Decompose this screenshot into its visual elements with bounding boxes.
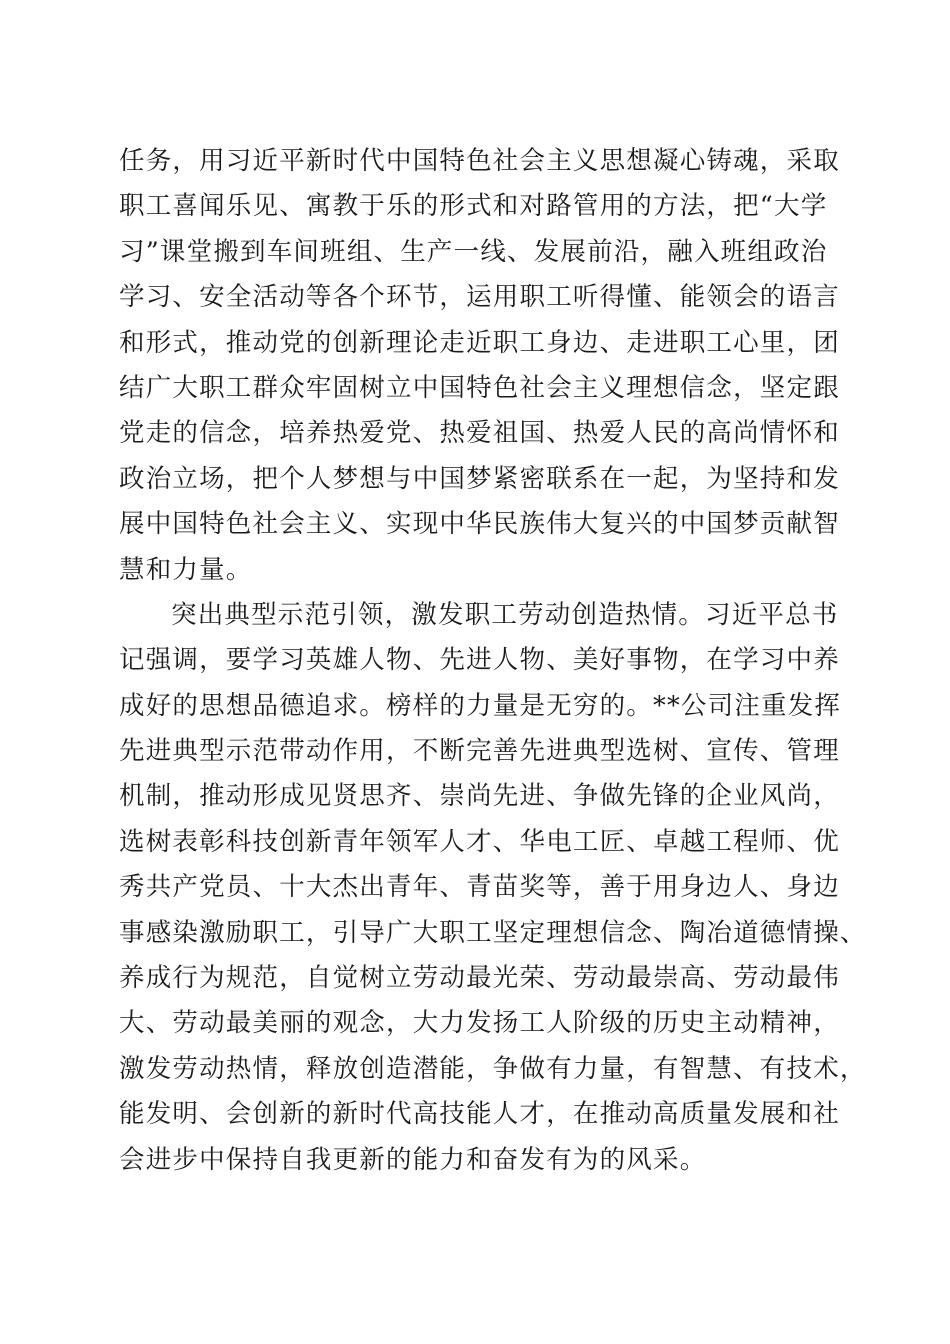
paragraph-line: 学习、安全活动等各个环节，运用职工听得懂、能领会的语言 xyxy=(119,282,840,313)
paragraph-line: 成好的思想品德追求。榜样的力量是无穷的。**公司注重发挥 xyxy=(119,690,842,721)
paragraph-line: 和形式，推动党的创新理论走近职工身边、走进职工心里，团 xyxy=(119,327,840,358)
paragraph-line: 记强调，要学习英雄人物、先进人物、美好事物，在学习中养 xyxy=(119,645,840,676)
paragraph-line: 会进步中保持自我更新的能力和奋发有为的风采。 xyxy=(119,1144,707,1175)
paragraph-line: 结广大职工群众牢固树立中国特色社会主义理想信念，坚定跟 xyxy=(119,372,840,403)
paragraph-line: 养成行为规范，自觉树立劳动最光荣、劳动最崇高、劳动最伟 xyxy=(119,963,840,994)
paragraph-line: 职工喜闻乐见、寓教于乐的形式和对路管用的方法，把“大学 xyxy=(119,191,828,222)
paragraph-2 xyxy=(119,593,867,1183)
paragraph-line: 事感染激励职工，引导广大职工坚定理想信念、陶冶道德情操、 xyxy=(119,917,867,948)
paragraph-line: 慧和力量。 xyxy=(119,554,253,585)
paragraph-line: 展中国特色社会主义、实现中华民族伟大复兴的中国梦贡献智 xyxy=(119,509,840,540)
paragraph-line: 习”课堂搬到车间班组、生产一线、发展前沿，融入班组政治 xyxy=(119,236,828,267)
paragraph-line: 选树表彰科技创新青年领军人才、华电工匠、卓越工程师、优 xyxy=(119,826,840,857)
paragraph-line: 秀共产党员、十大杰出青年、青苗奖等，善于用身边人、身边 xyxy=(119,872,840,903)
paragraph-line: 政治立场，把个人梦想与中国梦紧密联系在一起，为坚持和发 xyxy=(119,463,840,494)
paragraph-line: 大、劳动最美丽的观念，大力发扬工人阶级的历史主动精神， xyxy=(119,1008,840,1039)
paragraph-line: 机制，推动形成见贤思齐、崇尚先进、争做先锋的企业风尚， xyxy=(119,781,840,812)
paragraph-line: 突出典型示范引领，激发职工劳动创造热情。习近平总书 xyxy=(171,599,839,630)
paragraph-line: 任务，用习近平新时代中国特色社会主义思想凝心铸魂，采取 xyxy=(119,146,840,176)
paragraph-line: 党走的信念，培养热爱党、热爱祖国、热爱人民的高尚情怀和 xyxy=(119,418,840,449)
document-body xyxy=(119,139,867,1183)
paragraph-line: 激发劳动热情，释放创造潜能，争做有力量，有智慧、有技术， xyxy=(119,1053,867,1084)
paragraph-line: 能发明、会创新的新时代高技能人才，在推动高质量发展和社 xyxy=(119,1099,840,1130)
paragraph-1 xyxy=(119,139,839,593)
paragraph-line: 先进典型示范带动作用，不断完善先进典型选树、宣传、管理 xyxy=(119,736,840,767)
